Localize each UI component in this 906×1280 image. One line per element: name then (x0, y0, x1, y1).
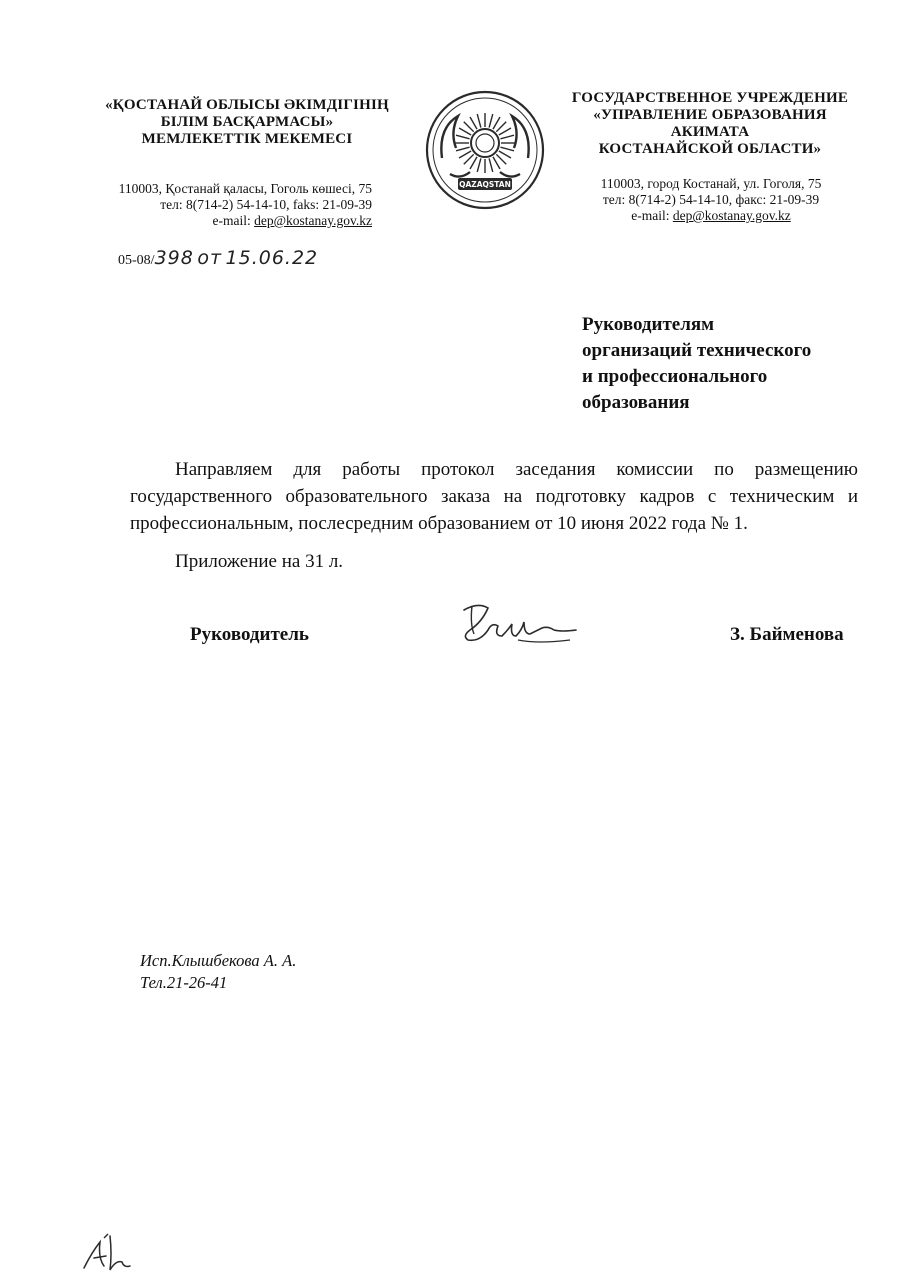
left-email-link[interactable]: dep@kostanay.gov.kz (254, 213, 372, 228)
right-header-line-4: КОСТАНАЙСКОЙ ОБЛАСТИ» (598, 141, 822, 157)
addressee-line-4: образования (582, 392, 690, 413)
outgoing-from: от (197, 247, 223, 269)
emblem-ray (499, 151, 511, 158)
emblem-ray (470, 117, 477, 129)
right-email-line (586, 208, 836, 224)
executor-block (140, 950, 296, 994)
handwritten-signature (458, 600, 583, 660)
emblem-ray (499, 128, 511, 135)
emblem-ray (500, 147, 514, 151)
outgoing-prefix: 05-08/ (118, 253, 155, 268)
left-header-title (92, 97, 402, 148)
right-email-link[interactable]: dep@kostanay.gov.kz (672, 208, 791, 223)
right-header-title (560, 90, 860, 158)
emblem-ray (470, 157, 477, 169)
emblem-ray (459, 151, 471, 158)
left-header-line-2: БІЛІМ БАСҚАРМАСЫ» (160, 114, 334, 130)
appendix-note: Приложение на 31 л. (175, 551, 344, 572)
body-paragraph: Направляем для работы протокол заседания комиссии по размещению государственного образовательного заказа на подготовку кадров с техническим и профессиональным, послесредним образованием от 10 июня 2022 года № 1. (130, 459, 858, 534)
emblem-ray (496, 154, 506, 164)
emblem-ray (477, 158, 481, 172)
executor-name: Исп.Клышбекова А. А. (140, 951, 297, 970)
handwritten-initials (80, 1232, 150, 1274)
addressee-line-3: и профессионального (582, 366, 768, 387)
left-header-address (100, 181, 372, 229)
emblem-ray (496, 122, 506, 132)
emblem-ray (500, 135, 514, 139)
right-header-address (586, 176, 836, 224)
right-email-label: e-mail: (631, 208, 673, 223)
left-header-line-1: «ҚОСТАНАЙ ОБЛЫСЫ ӘКІМДІГІНІҢ (105, 97, 389, 113)
executor-phone: Тел.21-26-41 (140, 973, 228, 992)
outgoing-number (118, 247, 318, 269)
emblem-text: QAZAQSTAN (459, 180, 511, 189)
outgoing-number-value: 398 (154, 247, 194, 269)
emblem-ray (459, 128, 471, 135)
addressee-line-1: Руководителям (582, 314, 715, 335)
left-email-line (100, 213, 372, 229)
left-header-line-3: МЕМЛЕКЕТТІК МЕКЕМЕСІ (141, 131, 353, 147)
emblem-ray (456, 135, 470, 139)
signer-position: Руководитель (190, 624, 309, 645)
state-emblem-icon (420, 88, 550, 218)
signer-name: З. Байменова (730, 624, 844, 645)
right-phone-line: тел: 8(714-2) 54-14-10, факс: 21-09-39 (602, 192, 820, 207)
left-email-label: e-mail: (212, 213, 255, 228)
right-address-line: 110003, город Костанай, ул. Гоголя, 75 (600, 176, 822, 191)
right-header-line-1: ГОСУДАРСТВЕННОЕ УЧРЕЖДЕНИЕ (571, 90, 849, 106)
right-header-line-2: «УПРАВЛЕНИЕ ОБРАЗОВАНИЯ (593, 107, 827, 123)
emblem-ray (489, 158, 493, 172)
emblem-ray (456, 147, 470, 151)
right-header-line-3: АКИМАТА (670, 124, 750, 140)
addressee-line-2: организаций технического (582, 340, 812, 361)
addressee-block (582, 312, 882, 416)
letter-body (130, 456, 858, 537)
outgoing-date: 15.06.22 (225, 247, 319, 269)
left-phone-line: тел: 8(714-2) 54-14-10, faks: 21-09-39 (160, 197, 372, 212)
emblem-ray (477, 114, 481, 128)
emblem-ray (493, 157, 500, 169)
emblem-ray (464, 154, 474, 164)
emblem-ray (489, 114, 493, 128)
emblem-ray (464, 122, 474, 132)
left-address-line: 110003, Қостанай қаласы, Гоголь көшесі, 75 (118, 181, 372, 196)
emblem-ray (493, 117, 500, 129)
